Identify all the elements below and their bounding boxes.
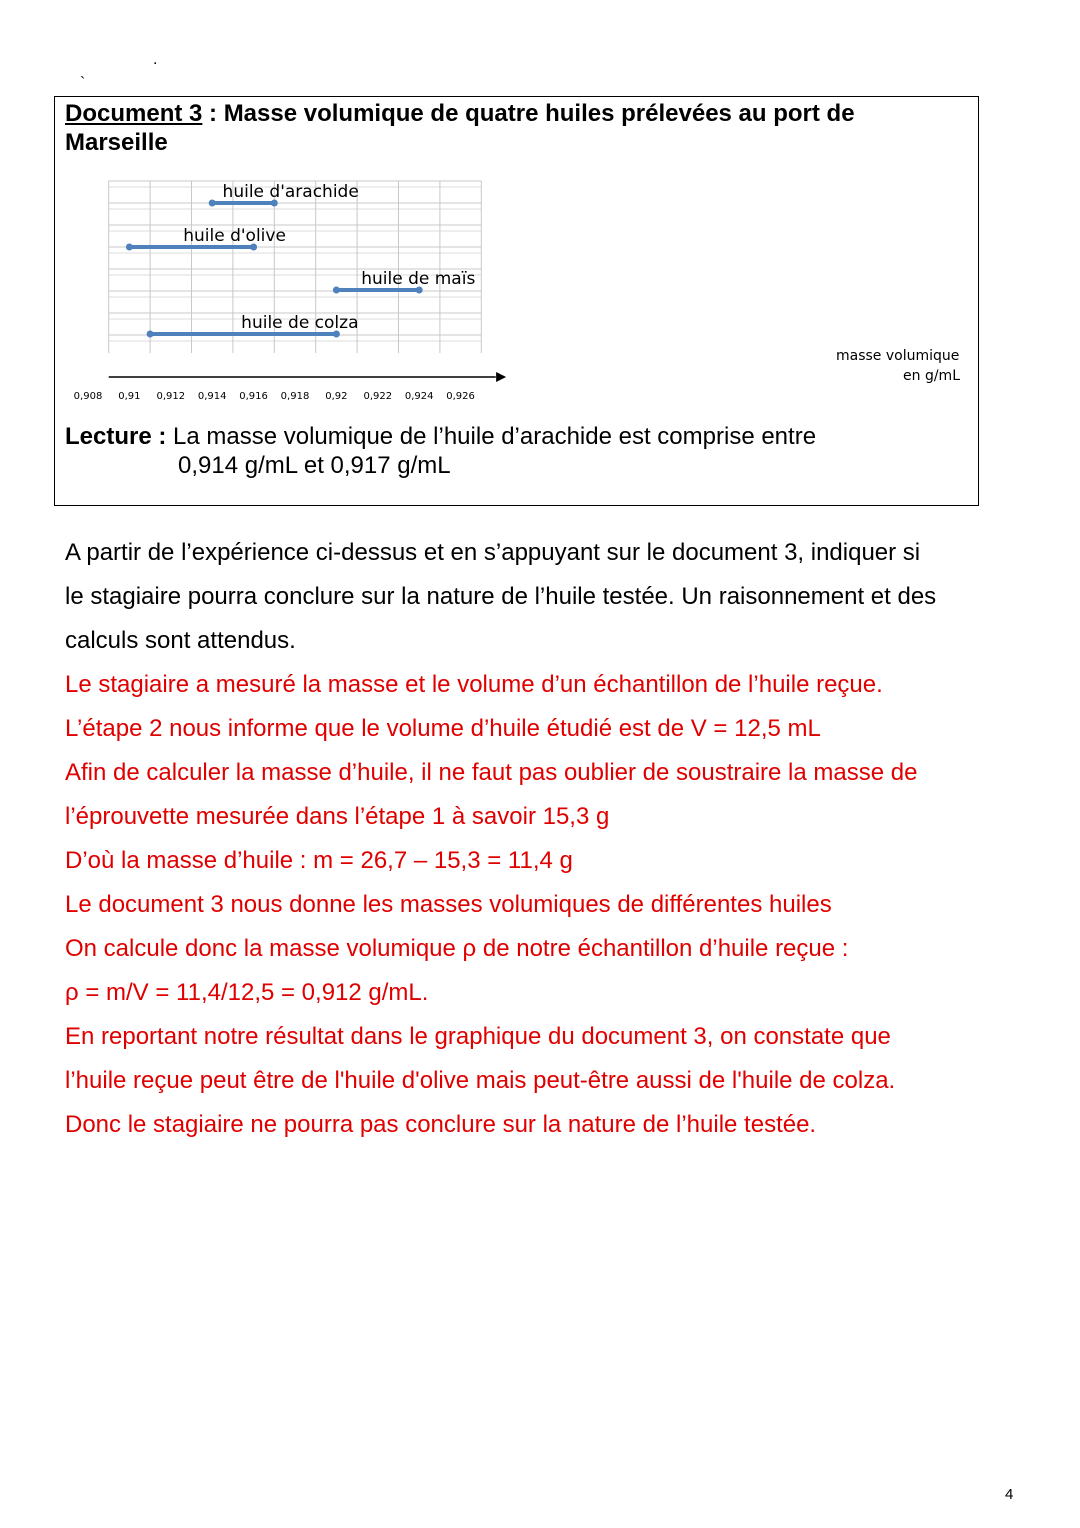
x-axis-label-line2: en g/mL: [903, 368, 960, 384]
answer-line: L’étape 2 nous informe que le volume d’huile étudié est de V = 12,5 mL: [65, 715, 821, 742]
x-tick-label: 0,914: [197, 391, 227, 402]
answer-line: Le document 3 nous donne les masses volumiques de différentes huiles: [65, 891, 832, 918]
lecture-note: [65, 422, 945, 480]
lecture-text-2: 0,914 g/mL et 0,917 g/mL: [178, 452, 451, 479]
x-tick-label: 0,924: [404, 391, 434, 402]
question-text: [65, 531, 1005, 663]
question-line: calculs sont attendus.: [65, 627, 296, 654]
chart-x-ticks: [74, 391, 475, 402]
series-label: huile d'arachide: [222, 182, 359, 202]
answer-line: l’huile reçue peut être de l'huile d'olive mais peut-être aussi de l'huile de colza.: [65, 1067, 896, 1094]
answer-line: ρ = m/V = 11,4/12,5 = 0,912 g/mL.: [65, 979, 429, 1006]
page-number: 4: [1005, 1486, 1014, 1503]
x-axis-arrow: [496, 372, 506, 382]
lecture-text-1: La masse volumique de l’huile d’arachide est comprise entre: [166, 423, 817, 450]
range-bar-start: [126, 244, 133, 251]
x-axis-label-line1: masse volumique: [836, 348, 960, 364]
x-tick-label: 0,912: [156, 391, 186, 402]
range-bar-start: [147, 331, 154, 338]
answer-line: Le stagiaire a mesuré la masse et le volume d’un échantillon de l’huile reçue.: [65, 671, 883, 698]
answer-text: [65, 663, 1005, 1147]
series-label: huile de colza: [241, 313, 359, 333]
x-tick-label: 0,916: [239, 391, 268, 402]
x-tick-label: 0,92: [325, 391, 348, 402]
chart-x-axis: [109, 348, 960, 384]
document-title-text: Masse volumique de quatre huiles prélevées au port de: [223, 100, 855, 127]
question-line: le stagiaire pourra conclure sur la nature de l’huile testée. Un raisonnement et des: [65, 583, 937, 610]
answer-line: D’où la masse d’huile : m = 26,7 – 15,3 = 11,4 g: [65, 847, 573, 874]
x-tick-label: 0,908: [73, 391, 103, 402]
document-title-sep: :: [202, 100, 224, 127]
x-tick-label: 0,926: [446, 391, 475, 402]
chart-series: [126, 182, 476, 338]
answer-line: Afin de calculer la masse d’huile, il ne faut pas oublier de soustraire la masse de: [65, 759, 918, 786]
document-label: Document 3: [65, 100, 203, 127]
x-tick-label: 0,918: [280, 391, 310, 402]
range-bar-start: [209, 200, 216, 207]
answer-line: On calcule donc la masse volumique ρ de notre échantillon d’huile reçue :: [65, 935, 849, 962]
density-range-chart: [55, 97, 980, 417]
answer-line: l’éprouvette mesurée dans l’étape 1 à savoir 15,3 g: [65, 803, 610, 830]
question-line: A partir de l’expérience ci-dessus et en s’appuyant sur le document 3, indiquer si: [65, 539, 921, 566]
document-3-box: [54, 96, 979, 506]
answer-line: Donc le stagiaire ne pourra pas conclure sur la nature de l’huile testée.: [65, 1111, 817, 1138]
series-label: huile d'olive: [183, 226, 286, 246]
stray-dot-mark: .: [153, 51, 158, 68]
series-label: huile de maïs: [361, 269, 476, 289]
lecture-label: Lecture :: [65, 423, 167, 450]
stray-accent-mark: `: [80, 75, 86, 92]
document-title-line2: Marseille: [65, 129, 168, 156]
x-tick-label: 0,922: [363, 391, 393, 402]
x-tick-label: 0,91: [118, 391, 141, 402]
answer-line: En reportant notre résultat dans le graphique du document 3, on constate que: [65, 1023, 891, 1050]
range-bar-start: [333, 287, 340, 294]
